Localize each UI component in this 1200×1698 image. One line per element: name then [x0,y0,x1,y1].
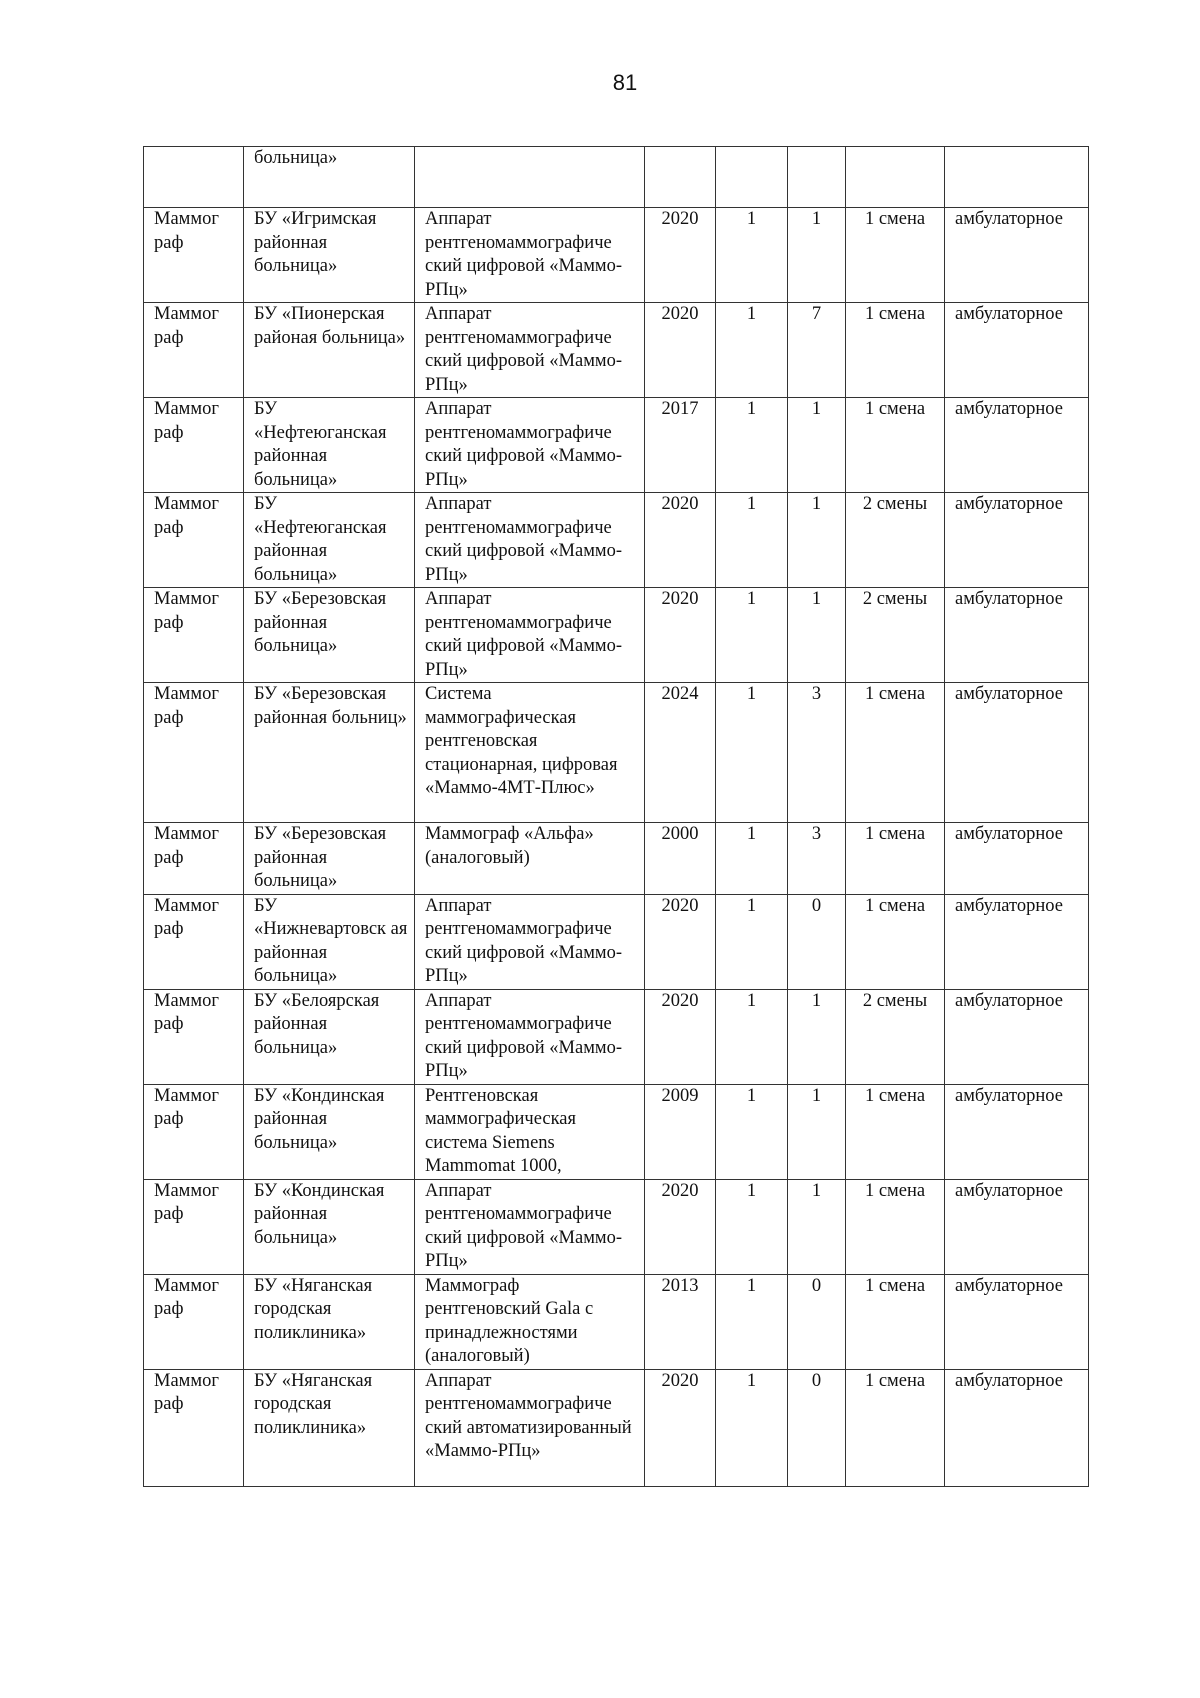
cell-device-name: Рентгеновская маммографическая система Siemens Mammomat 1000, [415,1084,645,1179]
cell-care-form: амбулаторное [945,989,1089,1084]
cell-device-name: Система маммографическая рентгеновская стационарная, цифровая «Маммо-4МТ-Плюс» [415,683,645,823]
cell-load: 7 [788,303,846,398]
cell-device-name: Маммограф рентгеновский Gala с принадлежностями (аналоговый) [415,1274,645,1369]
table-row [144,989,1089,1084]
cell-organization: больница» [244,147,415,208]
cell-quantity: 1 [716,398,788,493]
cell-organization: БУ «Кондинская районная больница» [244,1084,415,1179]
cell-equipment-type: Маммог раф [144,823,244,895]
cell-shifts: 2 смены [846,588,945,683]
cell-quantity: 1 [716,1369,788,1486]
table-row [144,1369,1089,1486]
cell-load: 0 [788,1274,846,1369]
cell-equipment-type: Маммог раф [144,683,244,823]
cell-shifts: 1 смена [846,1369,945,1486]
table-body [144,147,1089,1487]
cell-device-name [415,147,645,208]
cell-care-form: амбулаторное [945,823,1089,895]
cell-organization: БУ «Березовская районная больница» [244,823,415,895]
cell-year: 2020 [645,894,716,989]
cell-organization: БУ «Няганская городская поликлиника» [244,1369,415,1486]
cell-device-name: Аппарат рентгеномаммографиче ский цифровой «Маммо-РПц» [415,588,645,683]
cell-device-name: Аппарат рентгеномаммографиче ский цифровой «Маммо-РПц» [415,398,645,493]
cell-load: 3 [788,683,846,823]
cell-shifts: 1 смена [846,208,945,303]
cell-organization: БУ «Нефтеюганская районная больница» [244,493,415,588]
cell-year: 2020 [645,588,716,683]
cell-quantity: 1 [716,1179,788,1274]
cell-device-name: Маммограф «Альфа» (аналоговый) [415,823,645,895]
table-row [144,1084,1089,1179]
cell-device-name: Аппарат рентгеномаммографиче ский цифровой «Маммо-РПц» [415,1179,645,1274]
cell-organization: БУ «Пионерская районая больница» [244,303,415,398]
cell-organization: БУ «Кондинская районная больница» [244,1179,415,1274]
cell-equipment-type [144,147,244,208]
cell-quantity: 1 [716,894,788,989]
cell-quantity: 1 [716,303,788,398]
cell-year: 2020 [645,208,716,303]
cell-equipment-type: Маммог раф [144,303,244,398]
cell-year: 2020 [645,493,716,588]
cell-quantity: 1 [716,493,788,588]
cell-load: 1 [788,1179,846,1274]
cell-shifts: 2 смены [846,989,945,1084]
cell-shifts: 1 смена [846,1179,945,1274]
cell-shifts: 1 смена [846,683,945,823]
cell-equipment-type: Маммог раф [144,1274,244,1369]
cell-device-name: Аппарат рентгеномаммографиче ский автоматизированный «Маммо-РПц» [415,1369,645,1486]
cell-load: 0 [788,894,846,989]
cell-organization: БУ «Березовская районная больниц» [244,683,415,823]
cell-shifts: 1 смена [846,1274,945,1369]
cell-care-form: амбулаторное [945,588,1089,683]
cell-device-name: Аппарат рентгеномаммографиче ский цифровой «Маммо-РПц» [415,208,645,303]
cell-care-form: амбулаторное [945,683,1089,823]
cell-device-name: Аппарат рентгеномаммографиче ский цифровой «Маммо-РПц» [415,303,645,398]
cell-organization: БУ «Нижневартовск ая районная больница» [244,894,415,989]
cell-year: 2020 [645,303,716,398]
cell-quantity: 1 [716,683,788,823]
table-row [144,303,1089,398]
cell-load: 1 [788,989,846,1084]
cell-load: 3 [788,823,846,895]
cell-quantity: 1 [716,823,788,895]
cell-care-form [945,147,1089,208]
cell-equipment-type: Маммог раф [144,588,244,683]
cell-care-form: амбулаторное [945,894,1089,989]
cell-care-form: амбулаторное [945,303,1089,398]
cell-quantity: 1 [716,1274,788,1369]
table-row [144,588,1089,683]
cell-quantity: 1 [716,1084,788,1179]
cell-equipment-type: Маммог раф [144,1369,244,1486]
cell-quantity [716,147,788,208]
cell-equipment-type: Маммог раф [144,493,244,588]
cell-shifts: 1 смена [846,398,945,493]
cell-year [645,147,716,208]
cell-organization: БУ «Березовская районная больница» [244,588,415,683]
cell-organization: БУ «Нефтеюганская районная больница» [244,398,415,493]
cell-shifts: 1 смена [846,1084,945,1179]
cell-quantity: 1 [716,588,788,683]
cell-load: 1 [788,208,846,303]
table-row [144,493,1089,588]
table-row [144,894,1089,989]
cell-care-form: амбулаторное [945,398,1089,493]
cell-quantity: 1 [716,208,788,303]
cell-device-name: Аппарат рентгеномаммографиче ский цифровой «Маммо-РПц» [415,894,645,989]
cell-device-name: Аппарат рентгеномаммографиче ский цифровой «Маммо-РПц» [415,989,645,1084]
cell-year: 2009 [645,1084,716,1179]
cell-care-form: амбулаторное [945,1179,1089,1274]
cell-device-name: Аппарат рентгеномаммографиче ский цифровой «Маммо-РПц» [415,493,645,588]
cell-shifts: 1 смена [846,823,945,895]
cell-load: 0 [788,1369,846,1486]
cell-equipment-type: Маммог раф [144,894,244,989]
cell-organization: БУ «Няганская городская поликлиника» [244,1274,415,1369]
cell-load: 1 [788,493,846,588]
cell-quantity: 1 [716,989,788,1084]
cell-care-form: амбулаторное [945,493,1089,588]
cell-year: 2020 [645,1369,716,1486]
cell-year: 2020 [645,1179,716,1274]
cell-load: 1 [788,588,846,683]
table-row [144,398,1089,493]
cell-equipment-type: Маммог раф [144,398,244,493]
cell-load: 1 [788,398,846,493]
cell-care-form: амбулаторное [945,1084,1089,1179]
table-row [144,683,1089,823]
table-row [144,1179,1089,1274]
cell-load: 1 [788,1084,846,1179]
cell-year: 2024 [645,683,716,823]
page-number: 81 [612,70,638,95]
table-row [144,1274,1089,1369]
cell-shifts: 1 смена [846,303,945,398]
cell-shifts: 1 смена [846,894,945,989]
cell-equipment-type: Маммог раф [144,208,244,303]
cell-equipment-type: Маммог раф [144,1084,244,1179]
table-row [144,823,1089,895]
cell-shifts: 2 смены [846,493,945,588]
cell-care-form: амбулаторное [945,208,1089,303]
cell-year: 2020 [645,989,716,1084]
cell-year: 2013 [645,1274,716,1369]
cell-year: 2000 [645,823,716,895]
cell-equipment-type: Маммог раф [144,1179,244,1274]
cell-load [788,147,846,208]
cell-care-form: амбулаторное [945,1369,1089,1486]
cell-organization: БУ «Белоярская районная больница» [244,989,415,1084]
table-row [144,147,1089,208]
table-row [144,208,1089,303]
cell-equipment-type: Маммог раф [144,989,244,1084]
cell-year: 2017 [645,398,716,493]
cell-shifts [846,147,945,208]
equipment-table [143,146,1089,1487]
cell-care-form: амбулаторное [945,1274,1089,1369]
cell-organization: БУ «Игримская районная больница» [244,208,415,303]
